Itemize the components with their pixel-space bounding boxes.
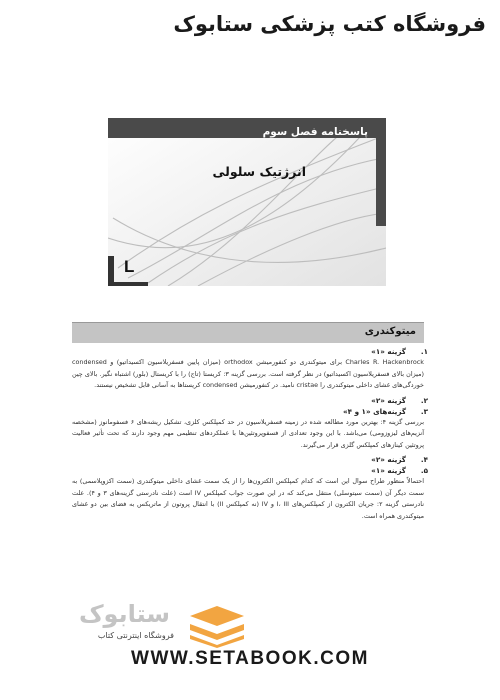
chapter-hero — [108, 118, 386, 286]
logo-wordmark: ستابوک — [78, 600, 170, 628]
question-number: ۱. — [420, 347, 428, 356]
section-header-bar — [72, 322, 424, 343]
question-answer: گزینه «۲» — [371, 395, 406, 405]
answer-explanation: Charles R. Hackenbrock برای میتوکندری دو کنفورمیشن orthodox (میزان پایین فسفریلاسیون اکسیداتیو) و condensed (میزان بالای فسفریلاسیون اکسیداتیو) در نظر گرفته است. بررسی گزینه ۳: کریستا (تاج) را با کریستال (بلور) اشتباه نگیر. بالای چین خوردگی‌های غشای داخلی میتوکندری را cristae نامید. در کنفورمیشن condensed کریستاها به آسانی قابل تشخیص نیستند. — [72, 358, 424, 389]
setabook-logo — [36, 600, 248, 648]
logo-subtitle: فروشگاه اینترنتی کتاب — [97, 631, 174, 640]
chapter-letter: L — [124, 257, 135, 276]
chapter-label: پاسخنامه فصل سوم — [262, 126, 368, 138]
question-row — [72, 454, 428, 465]
question-row — [72, 406, 428, 417]
site-url: WWW.SETABOOK.COM — [131, 648, 369, 669]
question-row — [72, 395, 428, 406]
question-number: ۳. — [420, 406, 428, 416]
answer-list — [72, 346, 428, 525]
question-row — [72, 465, 428, 476]
question-number: ۵. — [420, 466, 428, 475]
store-title: فروشگاه کتب پزشکی ستابوک — [173, 12, 486, 36]
section-title: میتوکندری — [364, 326, 416, 337]
answer-explanation: بررسی گزینه ۴: بهترین مورد مطالعه شده در زمینه فسفریلاسیون در حد کمپلکس کلزی، تشکیل ریشه‌های ۶ فسفومانوز (مشخصه آنزیم‌های لیزوزومی) می‌باشد. با این وجود تعدادی از فسفوپروتئین‌ها با عملکردهای تنظیمی مهم وجود دارند که تحت تأثیر فعالیت پروتئین کینازهای کمپلکس گلزی قرار می‌گیرند. — [72, 417, 424, 449]
question-answer: گزینه «۱» — [371, 466, 406, 475]
question-number: ۲. — [420, 395, 428, 405]
hero-background-art — [108, 118, 386, 286]
question-answer: گزینه «۲» — [371, 455, 406, 464]
question-answer: گزینه «۱» — [371, 347, 406, 356]
question-number: ۴. — [420, 455, 428, 464]
book-stack-icon — [186, 602, 248, 648]
answer-explanation: احتمالاً منظور طراح سوال این است که کدام کمپلکس الکترون‌ها را از یک سمت غشای داخلی میتوکندری (سمت اکزوپلاسمی) به سمت دیگر آن (سمت سیتوسلی) منتقل می‌کند که در این صورت جواب کمپلکس IV است (علت نادرستی گزینه‌های ۳ و ۴). علت نادرستی گزینه ۲: جریان الکترون از کمپلکس‌های I، III و IV (نه کمپلکس II) با انتقال پروتون از ماتریکس به فضای بین دو غشای میتوکندری همراه است. — [72, 477, 424, 520]
question-answer: گزینه‌های «۱ و ۴» — [343, 406, 406, 416]
question-row — [72, 346, 428, 357]
chapter-title: انرژتیک سلولی — [212, 164, 306, 179]
